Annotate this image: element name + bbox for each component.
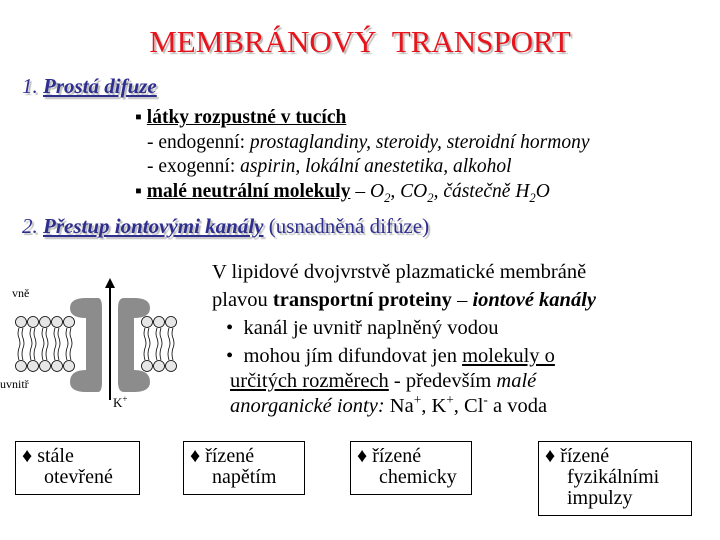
desc-line6: anorganické ionty: Na+, K+, Cl- a voda	[230, 392, 548, 417]
lipid-head	[154, 317, 165, 328]
channel-protein-right	[118, 298, 150, 392]
lipid-tail	[148, 328, 150, 360]
lipid-tail	[54, 328, 56, 360]
lipid-head	[16, 361, 27, 372]
dash: –	[350, 180, 370, 202]
desc-bullet-size: • mohou jím difundovat jen molekuly o	[226, 345, 555, 367]
diamond-bullet-icon: ♦	[357, 445, 368, 467]
lipid-tail	[46, 328, 48, 360]
section1-list	[135, 106, 590, 204]
square-bullet-icon: ▪	[135, 107, 147, 128]
diamond-bullet-icon: ♦	[22, 445, 33, 467]
endogenous-items: prostaglandiny, steroidy, steroidní hormony	[249, 131, 590, 153]
lipid-head	[28, 317, 39, 328]
lipid-head	[154, 361, 165, 372]
lipid-tail	[172, 328, 174, 360]
description	[212, 258, 596, 420]
diamond-bullet-icon: ♦	[190, 445, 201, 467]
lipid-head	[64, 317, 75, 328]
section2-note: (usnadněná difúze)	[268, 214, 430, 238]
o2: O	[369, 180, 385, 202]
section1-heading	[22, 74, 157, 99]
square-bullet-icon: ▪	[135, 180, 147, 202]
exogenous-label: - exogenní:	[147, 156, 241, 177]
lipid-head	[166, 317, 177, 328]
sub: 2	[427, 190, 434, 205]
lipid-tail	[168, 328, 170, 360]
sub: 2	[529, 190, 536, 205]
section1-title: Prostá difuze	[43, 74, 157, 98]
lipid-head	[28, 361, 39, 372]
bullet-fat-soluble: látky rozpustné v tucích	[146, 107, 347, 128]
endogenous-label: - endogenní:	[147, 131, 250, 153]
slide-title: MEMBRÁNOVÝ TRANSPORT	[149, 24, 571, 59]
channel-type-open: ♦ stále otevřené	[15, 441, 140, 495]
lipid-head	[40, 317, 51, 328]
small-molecules-label: malé neutrální molekuly	[146, 180, 351, 202]
h2o-suffix: O	[535, 180, 550, 202]
inside-label: uvnitř	[0, 377, 29, 391]
h2o: , částečně H	[433, 180, 530, 202]
exogenous-items: aspirin, lokální anestetika, alkohol	[240, 156, 512, 177]
lipid-tail	[160, 328, 162, 360]
lipid-tail	[66, 328, 68, 360]
channel-type-chemical: ♦ řízené chemicky	[350, 441, 472, 495]
section2-title: Přestup iontovými kanály	[43, 214, 264, 238]
lipid-tail	[42, 328, 44, 360]
lipid-tail	[22, 328, 24, 360]
desc-bullet-water: • kanál je uvnitř naplněný vodou	[226, 317, 499, 339]
lipid-head	[64, 361, 75, 372]
ion-label: K+	[113, 394, 128, 410]
desc-line5: určitých rozměrech - především malé	[230, 370, 537, 392]
bullet-small-molecules	[135, 180, 590, 205]
lipid-head	[16, 317, 27, 328]
lipid-tail	[144, 328, 146, 360]
lipid-head	[52, 361, 63, 372]
diamond-bullet-icon: ♦	[545, 445, 556, 467]
lipid-tail	[34, 328, 36, 360]
section2-number: 2.	[22, 214, 38, 238]
lipid-tail	[18, 328, 20, 360]
ion-channel-diagram	[0, 250, 200, 430]
desc-line1: V lipidové dvojvrstvě plazmatické membráně	[212, 261, 587, 283]
channel-type-voltage: ♦ řízené napětím	[183, 441, 305, 495]
bullet-icon: •	[226, 345, 244, 367]
lipid-head	[40, 361, 51, 372]
bullet-icon: •	[226, 317, 244, 339]
arrowhead	[105, 278, 115, 288]
lipid-head	[166, 361, 177, 372]
lipid-head	[52, 317, 63, 328]
section1-number: 1.	[22, 74, 38, 98]
channel-type-physical: ♦ řízené fyzikálními impulzy	[538, 441, 692, 516]
desc-line2: plavou transportní proteiny – iontové kanály	[212, 289, 596, 311]
lipid-tail	[58, 328, 60, 360]
outside-label: vně	[12, 286, 30, 300]
lipid-tail	[156, 328, 158, 360]
section2-heading	[22, 214, 429, 239]
sub: 2	[384, 190, 391, 205]
channel-protein-left	[70, 298, 102, 392]
lipid-head	[142, 317, 153, 328]
lipid-head	[142, 361, 153, 372]
lipid-tail	[70, 328, 72, 360]
co2: , CO	[390, 180, 428, 202]
lipid-tail	[30, 328, 32, 360]
